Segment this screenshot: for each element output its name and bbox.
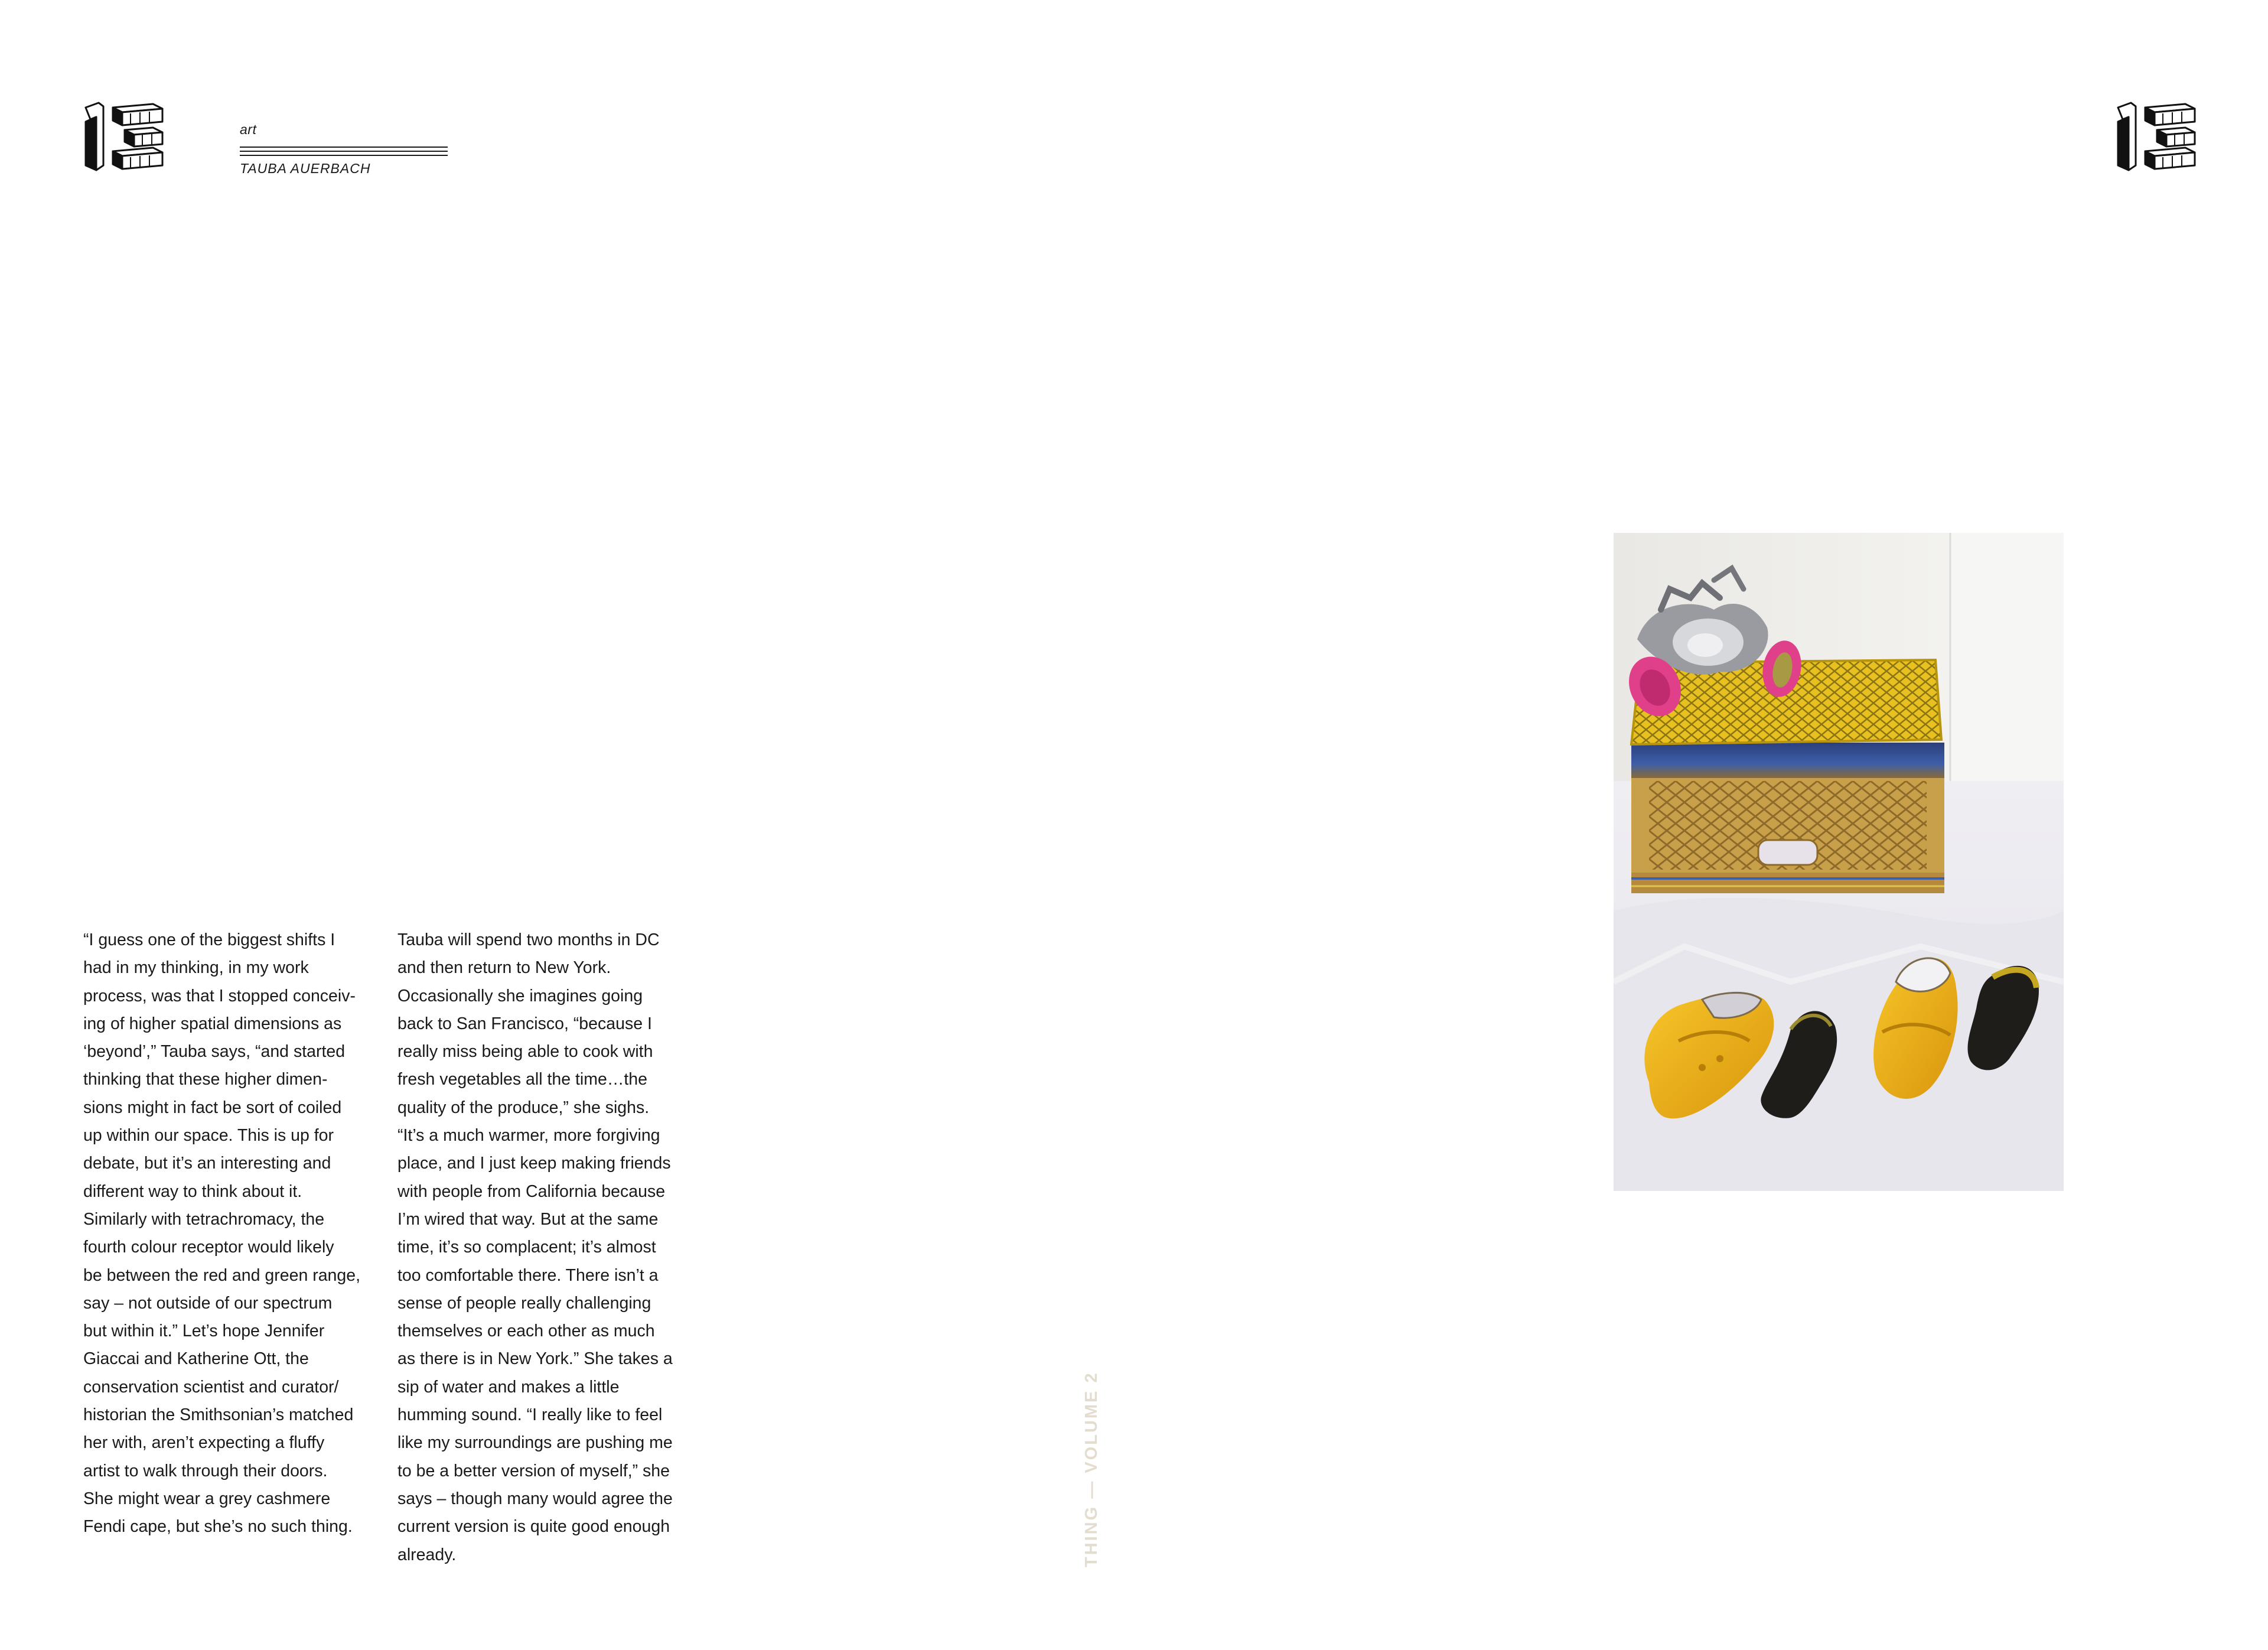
author-label: TAUBA AUERBACH [240,161,371,176]
issue-number-13-icon [2116,102,2203,171]
header-rules [240,147,448,156]
article-column-left: “I guess one of the biggest shifts I had in my thinking, in my work process, was that I stopped conceiv- ing of higher spatial dimensions as ‘beyond’,” Tauba says, “and started thinking that these higher dimen- sions might in fact be sort of coiled up within our space. This is up for debate, but it’s an interesting and different way to think about it. Similarly with tetrachromacy, the fourth colour receptor would likely be between the red and green range, say – not outside of our spectrum but within it.” Let’s hope Jennifer Giaccai and Katherine Ott, the conservation scientist and curator/ historian the Smithsonian’s matched her with, aren’t expecting a fluffy artist to walk through their doors. She might wear a grey cashmere Fendi cape, but she’s no such thing. [83,930,361,1537]
issue-number-logo-right [2116,102,2203,171]
rule-line [240,155,448,156]
section-header [240,121,448,177]
rule-line [240,151,448,152]
rule-line [240,147,448,148]
volume-label: THING — VOLUME 2 [1082,1371,1101,1567]
issue-number-logo-left [83,102,171,171]
studio-photo [1614,533,2064,1191]
article-column-right: Tauba will spend two months in DC and then return to New York. Occasionally she imagines going back to San Francisco, “because I really miss being able to cook with fresh vegetables all the time…the quality of the produce,” she sighs. “It’s a much warmer, more forgiving place, and I just keep making friends with people from California because I’m wired that way. But at the same time, it’s so complacent; it’s almost too comfortable there. There isn’t a sense of people really challenging themselves or each other as much as there is in New York.” She takes a sip of water and makes a little humming sound. “I really like to feel like my surroundings are pushing me to be a better version of myself,” she says – though many would agree the current version is quite good enough already. [397,930,673,1564]
studio-crate-shoes-photo [1614,533,2064,1191]
section-label: art [240,122,257,137]
issue-number-13-icon [83,102,171,171]
